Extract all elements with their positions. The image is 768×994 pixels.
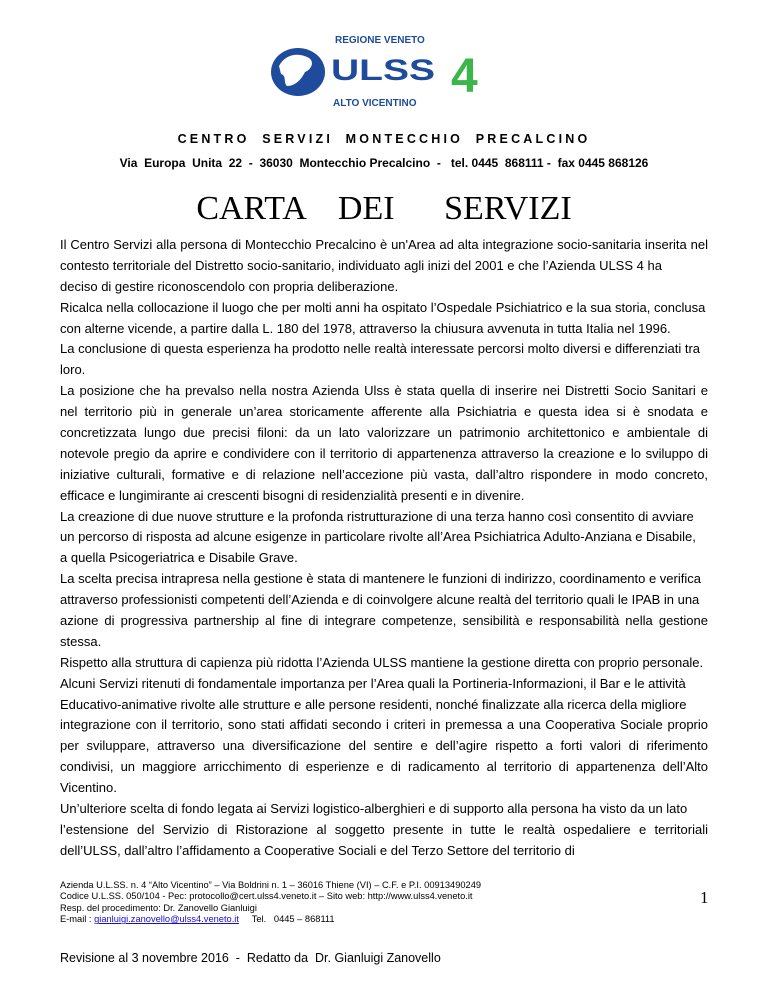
svg-text:ULSS: ULSS [331,54,435,87]
body-text-line: iniziative culturali, formative e di relazione nell’accezione più vasta, dall’altro rispondere in modo concreto, [60,466,708,482]
body-text-line: Un’ulteriore scelta di fondo legata ai Servizi logistico-alberghieri e di supporto alla persona ha visto da un lato [60,801,688,817]
footer-line-1: Azienda U.L.SS. n. 4 “Alto Vicentino” – Via Boldrini n. 1 – 36016 Thiene (VI) – C.F. e P.I. 00913490249 [60,880,482,890]
body-text-line: contesto territoriale del Distretto socio-sanitario, individuato agli inizi del 2001 e che l’Azienda ULSS 4 ha [60,257,662,273]
body-text-line: La conclusione di questa esperienza ha prodotto nelle realtà interessate percorsi molto diversi e differenziati tra [60,341,701,357]
body-text-line: attraverso professionisti competenti dell’Azienda e di coinvolgere alcune realtà del territorio quali le IPAB in una [60,592,700,608]
body-text-line: integrazione con il territorio, sono stati affidati secondo i criteri in premessa a una Cooperativa Sociale proprio [60,717,708,733]
body-text-line: loro. [60,362,86,378]
footer-tel: Tel. 0445 – 868111 [238,914,335,925]
svg-text:ALTO VICENTINO: ALTO VICENTINO [333,98,417,109]
svg-text:4: 4 [451,50,478,103]
document-title: CARTA DEI SERVIZI [196,190,572,227]
footer-line-2: Codice U.L.SS. 050/104 - Pec: protocollo@cert.ulss4.veneto.it – Sito web: http://www.ulss4.veneto.it [60,891,473,902]
page-number: 1 [700,888,709,907]
body-text-line: stessa. [60,633,102,649]
ulss4-logo [265,32,505,110]
body-text-line: un percorso di risposta ad alcune esigenze in particolare rivolte all’Area Psichiatrica Adulto-Anziana e Disabile, [60,529,696,545]
body-text-line: azione di progressiva partnership al fine di integrare competenze, sensibilità e responsabilità nella gestione [60,613,708,629]
body-text-line: Vicentino. [60,780,117,796]
body-text-line: La posizione che ha prevalso nella nostra Azienda Ulss è stata quella di inserire nei Distretti Socio Sanitari e [60,383,708,399]
email-link[interactable]: gianluigi.zanovello@ulss4.veneto.it [94,914,239,925]
body-text-line: La creazione di due nuove strutture e la profonda ristrutturazione di una terza hanno così consentito di avviare [60,508,694,524]
body-text-line: l’estensione del Servizio di Ristorazione al soggetto presente in tutte le realtà ospedaliere e territoriali [60,821,708,837]
body-text-line: Alcuni Servizi ritenuti di fondamentale importanza per l’Area quali la Portineria-Informazioni, il Bar e le attività [60,675,686,691]
svg-text:REGIONE VENETO: REGIONE VENETO [335,35,425,46]
body-text-line: dell’ULSS, dall’altro l’affidamento a Cooperative Sociali e del Terzo Settore del territorio di [60,842,575,858]
body-text-line: Rispetto alla struttura di capienza più ridotta l’Azienda ULSS mantiene la gestione diretta con proprio personale. [60,654,704,670]
body-text-line: nel territorio più in generale un’area storicamente afferente alla Psichiatria e questa idea si è snodata e [60,404,708,420]
footer-line-3: Resp. del procedimento: Dr. Zanovello Gianluigi [60,902,257,913]
footer-info [60,880,481,926]
body-text-line: Educativo-animative rivolte alle strutture e alle persone residenti, nonché finalizzate alla ricerca della migliore [60,696,687,712]
body-text-line: a quella Psicogeriatrica e Disabile Grave. [60,550,298,566]
body-text-line: con alterne vicende, a partire dalla L. 180 del 1978, attraverso la chiusura avvenuta in tutta Italia nel 1996. [60,320,671,336]
body-text-line: concretizzata lungo due precisi filoni: da un lato valorizzare un patrimonio architettonico e ambientale di [60,425,708,441]
body-text-line: condivisi, un maggiore arricchimento di esperienze e di radicamento al territorio di appartenenza dell’Alto [60,759,708,775]
body-text-line: per sviluppare, attraverso una diversificazione del sentire e dell’agire rispetto a forti valori di riferimento [60,738,708,754]
body-text-line: deciso di gestire riconoscendolo con propria deliberazione. [60,278,399,294]
body-text-line: Ricalca nella collocazione il luogo che per molti anni ha ospitato l’Ospedale Psichiatrico e la sua storia, conclusa [60,299,706,315]
center-name-heading: CENTRO SERVIZI MONTECCHIO PRECALCINO [177,132,591,146]
revision-note: Revisione al 3 novembre 2016 - Redatto da Dr. Gianluigi Zanovello [60,951,441,965]
body-text-line: Il Centro Servizi alla persona di Montecchio Precalcino è un'Area ad alta integrazione socio-sanitaria inserita nel [60,237,708,252]
body-text-line: efficace e lungimirante ai crescenti bisogni di residenzialità presenti e in divenire. [60,487,525,503]
address-line: Via Europa Unita 22 - 36030 Montecchio Precalcino - tel. 0445 868111 - fax 0445 868126 [119,156,649,170]
ulss4-logo-graphic [265,32,505,110]
footer-email-label: E-mail : [60,914,95,925]
body-text-line: La scelta precisa intrapresa nella gestione è stata di mantenere le funzioni di indirizzo, coordinamento e verifica [60,571,701,587]
body-text-line: notevole pregio da aprire e condividere con il territorio di appartenenza attraverso la creazione e lo sviluppo di [60,445,708,461]
document-body [60,235,708,862]
